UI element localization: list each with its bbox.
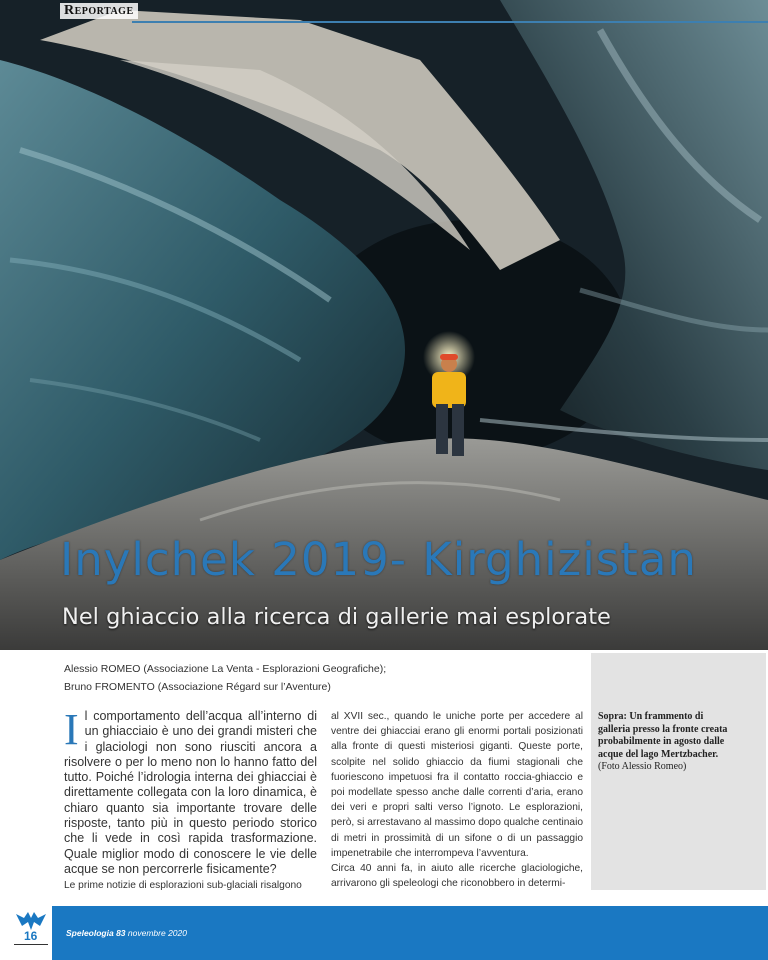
page-number-rule (14, 944, 48, 945)
author-line-1: Alessio ROMEO (Associazione La Venta - Esplorazioni Geografiche); (64, 663, 387, 675)
col1-tail-text: Le prime notizie di esplorazioni sub-glaciali risalgono (64, 880, 302, 892)
intro-paragraph (64, 705, 317, 893)
section-tag: Reportage (60, 3, 138, 19)
col2-paragraph-1: al XVII sec., quando le uniche porte per accedere al ventre dei ghiacciai erano gli enormi portali posizionati alla fronte di questi misteriosi giganti. Queste porte, scolpite nel solido ghiaccio da fiumi stagionali che fuoriescono impetuosi fra il contatto roccia-ghiaccio e poi modellate spesso anche dalle correnti d’aria, erano dei veri e propri salti verso l’ignoto. Le esplorazioni, però, si arrestavano al massimo dopo qualche centinaio di metri in prossimità di un sifone o di un passaggio impenetrabile che interrompeva l’avventura. (331, 711, 584, 859)
authors-block (64, 660, 584, 696)
intro-text: l comportamento dell’acqua all’interno di un ghiacciaio è uno dei grandi misteri che i glaciologi non sono riusciti ancora a risolvere o per lo meno non lo hanno fatto del tutto. Poiché l’idrologia interna dei ghiacciai è direttamente collegata con la loro dinamica, è chiaro quanto sia importante trovare delle risposte, tanto più in questo periodo storico che li vede in così rapida trasformazione. Quale miglior modo di conoscere le vie delle acque se non percorrerle fisicamente? (64, 709, 317, 876)
footer-text (66, 928, 187, 938)
issue-date: novembre 2020 (127, 928, 187, 938)
article-column-1 (64, 705, 317, 893)
header-rule (132, 21, 768, 23)
article-column-2 (331, 709, 583, 891)
drop-cap: I (64, 705, 79, 754)
col2-paragraph-2: Circa 40 anni fa, in aiuto alle ricerche glaciologiche, arrivarono gli speleologi che riconobbero in determi- (331, 863, 583, 890)
page-number: 16 (24, 929, 38, 943)
author-line-2: Bruno FROMENTO (Associazione Régard sur l’Aventure) (64, 681, 331, 693)
article-subtitle: Nel ghiaccio alla ricerca di gallerie mai esplorate (62, 604, 611, 630)
photo-credit: (Foto Alessio Romeo) (598, 761, 687, 772)
caption-text: Sopra: Un frammento di galleria presso la fronte creata probabilmente in agosto dalle acque del lago Mertzbacher. (598, 711, 728, 760)
article-title: Inylchek 2019- Kirghizistan (60, 533, 697, 586)
magazine-name: Speleologia 83 (66, 928, 126, 938)
photo-caption (598, 711, 730, 774)
